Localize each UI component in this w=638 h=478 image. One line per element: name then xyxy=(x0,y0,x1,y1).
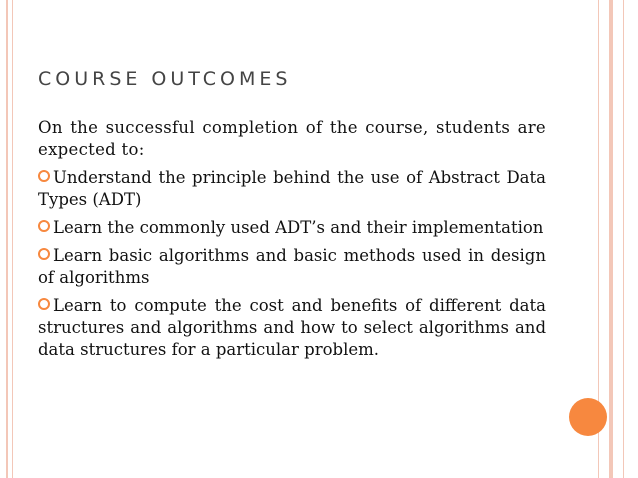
slide-body xyxy=(38,117,546,367)
bullet-icon xyxy=(38,298,50,310)
bullet-text: Learn basic algorithms and basic methods used in design of algorithms xyxy=(38,246,546,287)
bullet-icon xyxy=(38,248,50,260)
bullet-item xyxy=(38,217,546,239)
bullet-text: Learn to compute the cost and benefits of different data structures and algorithms and how to select algorithms and data structures for a particular problem. xyxy=(38,296,546,359)
bullet-icon xyxy=(38,170,50,182)
slide-title: COURSE OUTCOMES xyxy=(38,68,292,90)
bullet-item xyxy=(38,295,546,361)
left-frame-line xyxy=(6,0,8,478)
bullet-icon xyxy=(38,220,50,232)
bullet-text: Learn the commonly used ADT’s and their implementation xyxy=(53,218,544,237)
bullet-text: Understand the principle behind the use of Abstract Data Types (ADT) xyxy=(38,168,546,209)
intro-text: On the successful completion of the course, students are expected to: xyxy=(38,118,546,159)
bullet-item xyxy=(38,167,546,211)
right-frame-line-thick xyxy=(609,0,613,478)
decorative-orange-circle-icon xyxy=(569,398,607,436)
bullet-item xyxy=(38,245,546,289)
right-frame-line-outer xyxy=(623,0,624,478)
left-frame-line-inner xyxy=(12,0,13,478)
